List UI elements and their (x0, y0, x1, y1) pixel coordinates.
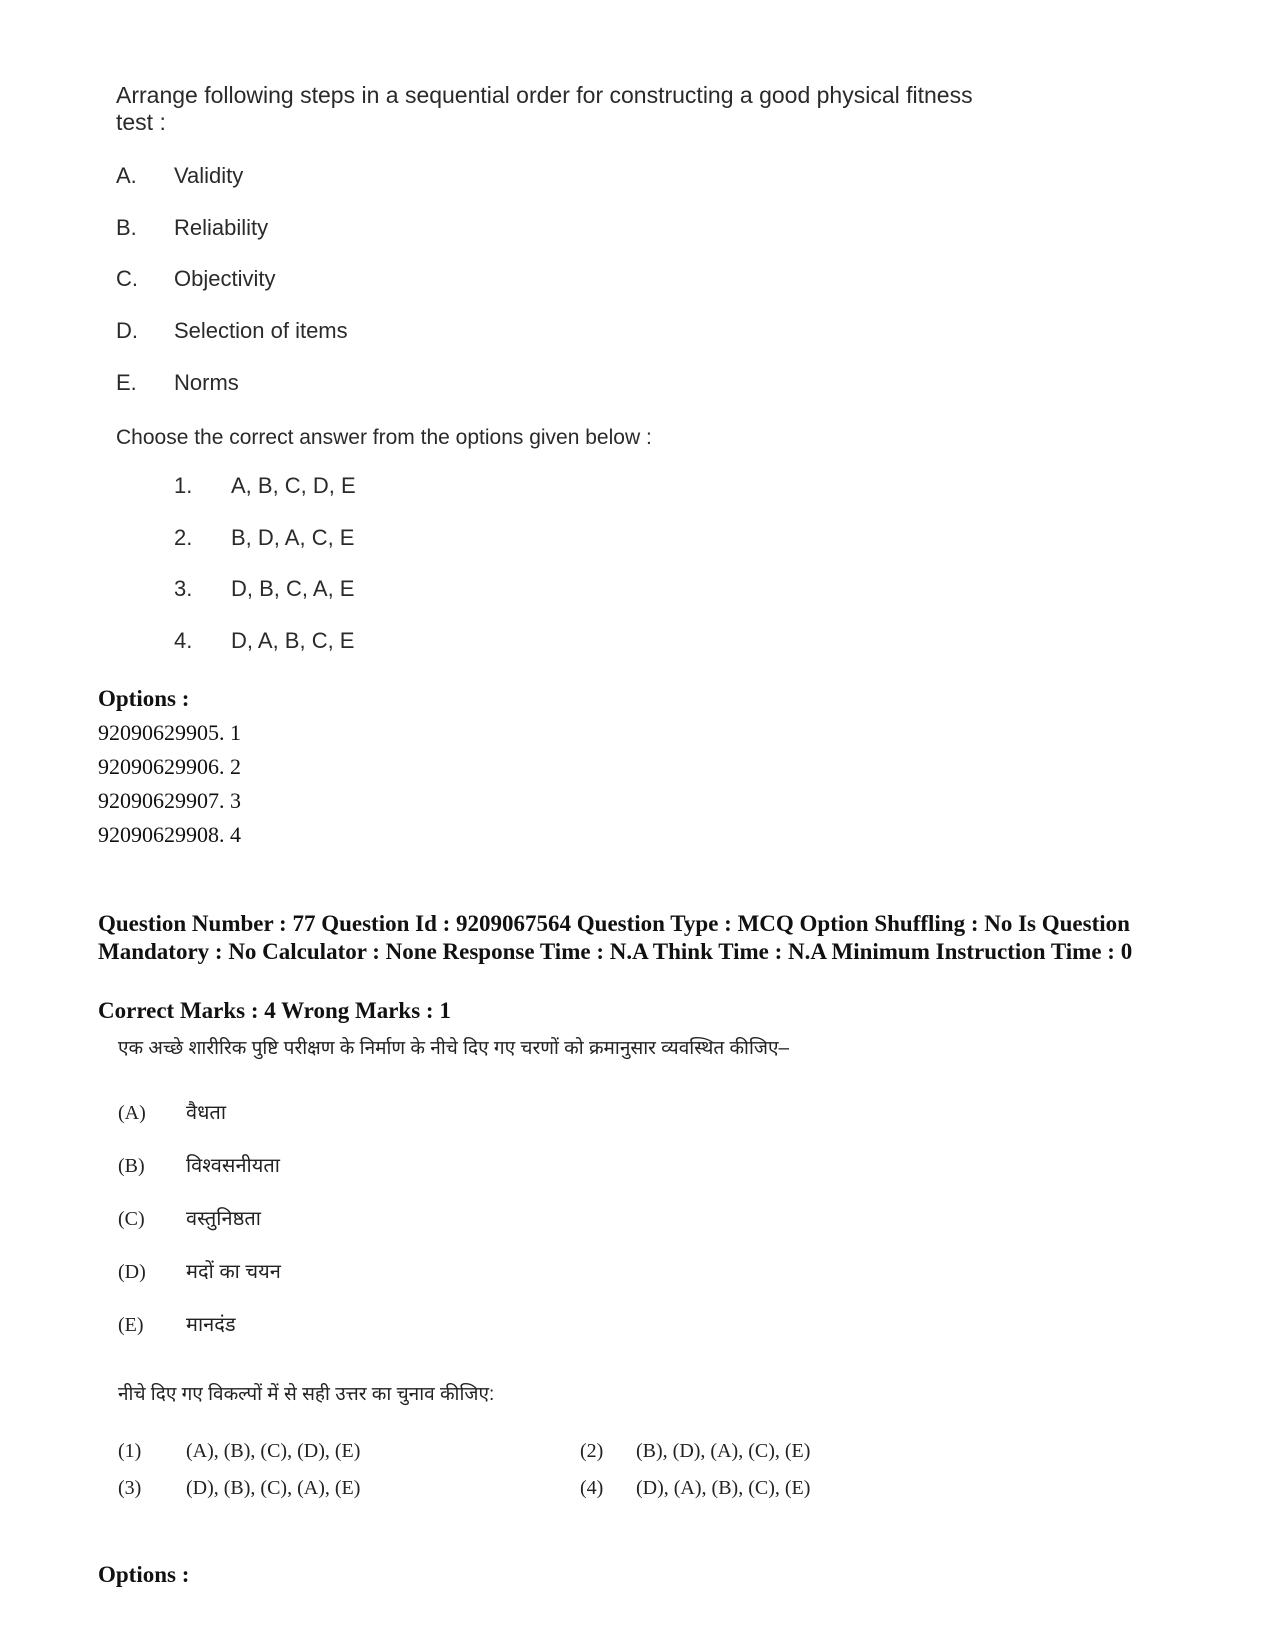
hi-answer-option-2 (580, 1440, 810, 1463)
answer-number: (4) (580, 1477, 604, 1499)
answer-option-3 (174, 576, 354, 602)
item-label: E. (116, 370, 137, 395)
item-d (116, 318, 348, 344)
item-text: Reliability (174, 215, 269, 240)
hi-answer-option-4 (580, 1477, 810, 1500)
hi-item-c (118, 1204, 261, 1231)
answer-text: B, D, A, C, E (231, 525, 355, 550)
answer-text: (B), (D), (A), (C), (E) (636, 1440, 811, 1462)
choose-instruction-hi: नीचे दिए गए विकल्पों में से सही उत्तर का चुनाव कीजिए: (118, 1384, 495, 1405)
item-text: Selection of items (174, 318, 348, 343)
item-text: Objectivity (174, 266, 276, 291)
choose-instruction-en: Choose the correct answer from the options given below : (116, 426, 652, 449)
item-label: C. (116, 266, 138, 291)
answer-text: A, B, C, D, E (231, 473, 356, 498)
item-text: वैधता (186, 1102, 226, 1124)
item-text: Validity (174, 163, 244, 188)
answer-number: 4. (174, 628, 193, 653)
options-heading: Options : (98, 686, 190, 711)
answer-number: 1. (174, 473, 193, 498)
answer-option-2 (174, 525, 354, 551)
hi-item-e (118, 1310, 236, 1337)
answer-text: D, B, C, A, E (231, 576, 355, 601)
answer-option-1 (174, 473, 356, 499)
option-id-line: 92090629907. 3 (98, 788, 241, 813)
answer-number: (1) (118, 1440, 142, 1462)
answer-number: (2) (580, 1440, 604, 1462)
item-label: (C) (118, 1208, 145, 1230)
hi-item-b (118, 1151, 280, 1178)
hi-item-d (118, 1257, 281, 1284)
item-label: B. (116, 215, 137, 240)
answer-option-4 (174, 628, 354, 654)
item-c (116, 266, 275, 292)
hi-answer-option-3 (118, 1477, 360, 1500)
item-label: (D) (118, 1261, 146, 1283)
item-label: (E) (118, 1314, 144, 1336)
hi-item-a (118, 1098, 226, 1125)
item-label: A. (116, 163, 137, 188)
answer-number: 2. (174, 525, 193, 550)
item-text: विश्वसनीयता (186, 1155, 280, 1177)
question-text-en: Arrange following steps in a sequential order for constructing a good physical fitness test : (116, 82, 973, 135)
answer-number: (3) (118, 1477, 142, 1499)
answer-text: (D), (A), (B), (C), (E) (636, 1477, 811, 1499)
option-id-line: 92090629905. 1 (98, 720, 241, 745)
hi-answer-option-1 (118, 1440, 360, 1463)
item-text: Norms (174, 370, 239, 395)
options-heading-2: Options : (98, 1562, 190, 1587)
marks-line: Correct Marks : 4 Wrong Marks : 1 (98, 998, 451, 1023)
item-e (116, 370, 239, 396)
item-text: मानदंड (186, 1314, 236, 1336)
item-a (116, 163, 243, 189)
answer-text: D, A, B, C, E (231, 628, 355, 653)
item-label: D. (116, 318, 138, 343)
item-text: मदों का चयन (186, 1261, 281, 1283)
question-text-hi: एक अच्छे शारीरिक पुष्टि परीक्षण के निर्माण के नीचे दिए गए चरणों को क्रमानुसार व्यवस्थित कीजिए– (118, 1038, 790, 1059)
item-text: वस्तुनिष्ठता (186, 1208, 261, 1230)
question-meta: Question Number : 77 Question Id : 9209067564 Question Type : MCQ Option Shuffling : No Is Question Mandatory : No Calculator : None Response Time : N.A Think Time : N.A Minimum Instruction Time : 0 (98, 911, 1133, 964)
option-id-line: 92090629908. 4 (98, 822, 241, 847)
answer-text: (A), (B), (C), (D), (E) (186, 1440, 361, 1462)
answer-number: 3. (174, 576, 193, 601)
item-b (116, 215, 268, 241)
option-id-line: 92090629906. 2 (98, 754, 241, 779)
answer-text: (D), (B), (C), (A), (E) (186, 1477, 361, 1499)
item-label: (A) (118, 1102, 146, 1124)
item-label: (B) (118, 1155, 145, 1177)
